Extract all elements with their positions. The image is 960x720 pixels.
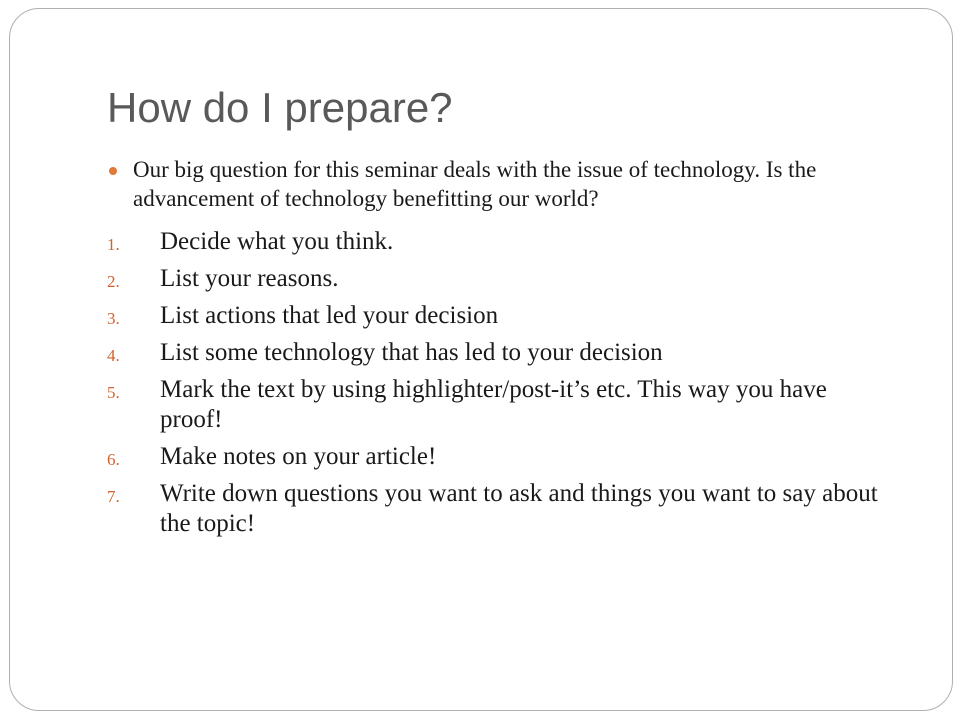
list-item [100, 479, 890, 539]
list-item [100, 264, 890, 294]
step-number: 4. [107, 346, 120, 365]
step-text: Decide what you think. [160, 228, 394, 255]
step-number: 1. [107, 235, 120, 254]
step-text: Write down questions you want to ask and things you want to say about the topic! [160, 480, 878, 537]
step-text: Mark the text by using highlighter/post-it’s etc. This way you have proof! [160, 376, 827, 433]
list-item [100, 227, 890, 257]
bullet-dot-icon [109, 167, 117, 175]
step-number: 5. [107, 383, 120, 402]
step-number: 6. [107, 450, 120, 469]
step-text: Make notes on your article! [160, 443, 437, 470]
intro-bullet [100, 155, 890, 213]
list-item [100, 338, 890, 368]
list-item [100, 375, 890, 435]
intro-text: Our big question for this seminar deals with the issue of technology. Is the advancement of technology benefitting our world? [133, 157, 817, 211]
step-text: List actions that led your decision [160, 302, 499, 329]
step-number: 2. [107, 272, 120, 291]
step-text: List your reasons. [160, 265, 339, 292]
slide-content [100, 155, 890, 546]
step-text: List some technology that has led to your decision [160, 339, 663, 366]
steps-list [100, 227, 890, 539]
step-number: 3. [107, 309, 120, 328]
list-item [100, 442, 890, 472]
step-number: 7. [107, 487, 120, 506]
slide-title: How do I prepare? [107, 84, 453, 131]
list-item [100, 301, 890, 331]
